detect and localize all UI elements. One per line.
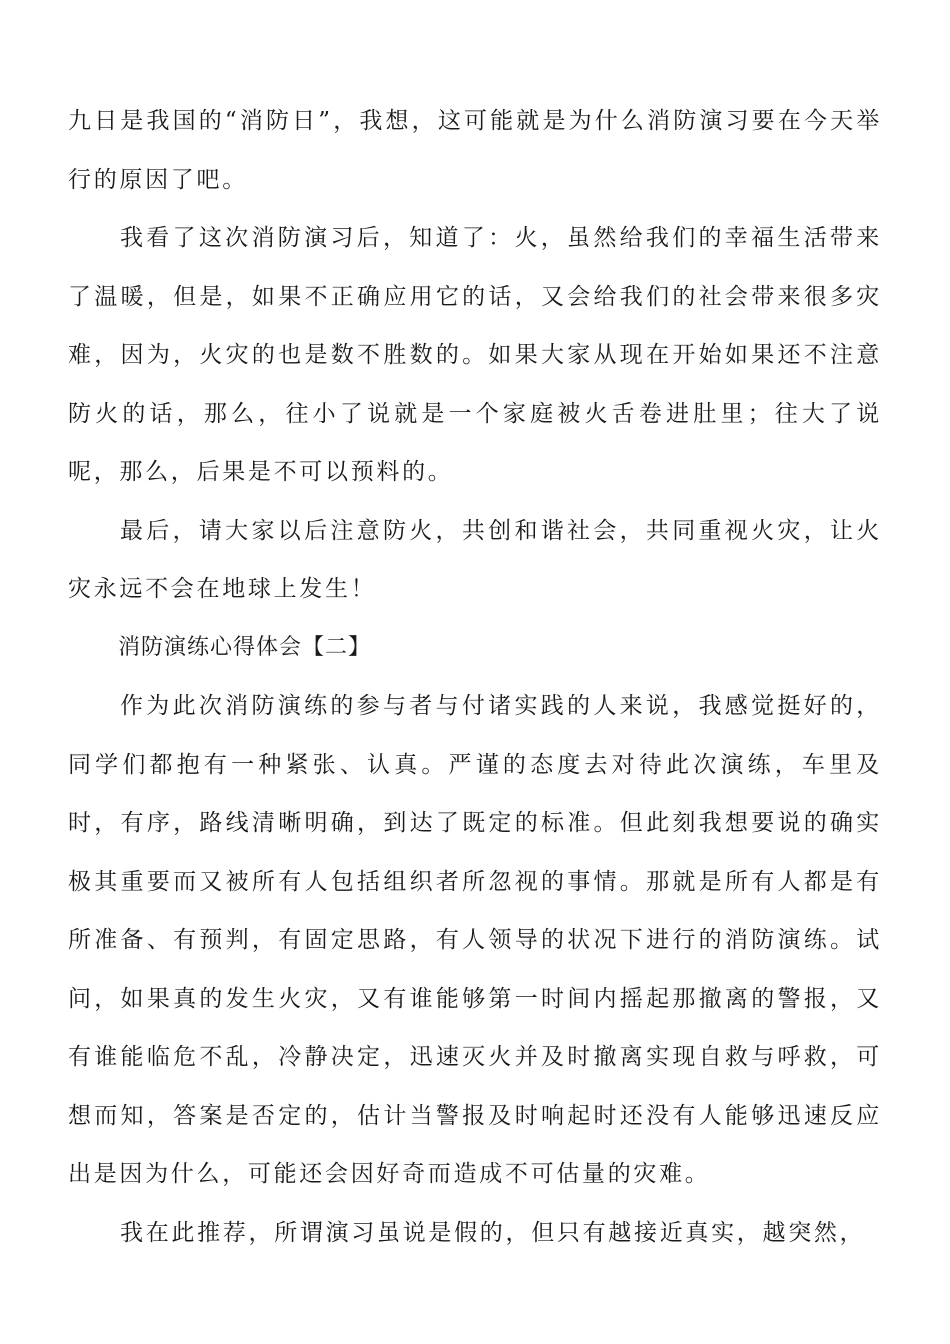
document-body (68, 92, 882, 1262)
paragraph-fire-lesson: 我看了这次消防演习后，知道了：火，虽然给我们的幸福生活带来了温暖，但是，如果不正确应用它的话，又会给我们的社会带来很多灾难，因为，火灾的也是数不胜数的。如果大家从现在开始如果还不注意防火的话，那么，往小了说就是一个家庭被火舌卷进肚里；往大了说呢，那么，后果是不可以预料的。 (68, 225, 882, 485)
paragraph-closing-appeal: 最后，请大家以后注意防火，共创和谐社会，共同重视火灾，让火灾永远不会在地球上发生！ (68, 517, 882, 602)
paragraph-recommendation: 我在此推荐，所谓演习虽说是假的，但只有越接近真实，越突然， (120, 1219, 866, 1246)
paragraph-continuation: 九日是我国的“消防日”，我想，这可能就是为什么消防演习要在今天举行的原因了吧。 (68, 108, 882, 193)
paragraph-drill-reflection: 作为此次消防演练的参与者与付诸实践的人来说，我感觉挺好的，同学们都抱有一种紧张、认真。严谨的态度去对待此次演练，车里及时，有序，路线清晰明确，到达了既定的标准。但此刻我想要说的确实极其重要而又被所有人包括组织者所忽视的事情。那就是所有人都是有所准备、有预判，有固定思路，有人领导的状况下进行的消防演练。试问，如果真的发生火灾，又有谁能够第一时间内摇起那撤离的警报，又有谁能临危不乱，冷静决定，迅速灭火并及时撤离实现自救与呼救，可想而知，答案是否定的，估计当警报及时响起时还没有人能够迅速反应出是因为什么，可能还会因好奇而造成不可估量的灾难。 (68, 693, 882, 1187)
section-heading: 消防演练心得体会【二】 (118, 634, 372, 660)
